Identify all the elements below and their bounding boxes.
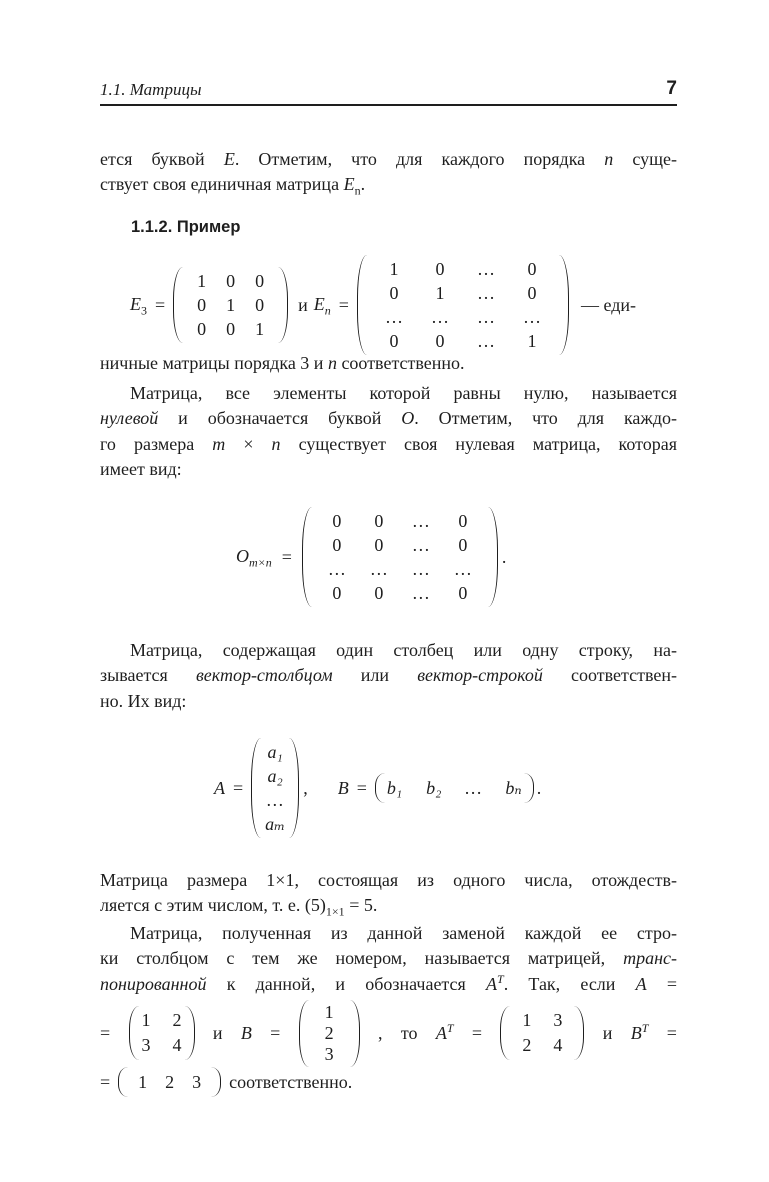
emphasized-term: вектор-столбцом — [195, 665, 333, 686]
equation-B-transpose — [100, 1068, 352, 1096]
symbol-E: E — [313, 293, 325, 314]
matrix-entry: 0 — [435, 258, 445, 279]
text-run: но. Их вид: — [100, 690, 187, 711]
matrix-entry: … — [411, 534, 430, 555]
running-header — [100, 78, 677, 106]
math-symbol: E — [343, 174, 355, 195]
matrix-entry: … — [384, 306, 403, 327]
matrix-entry: 0 — [435, 330, 445, 351]
text-line — [100, 893, 677, 918]
matrix-entry: 0 — [458, 582, 468, 603]
paragraph-1x1 — [100, 868, 677, 919]
math-symbol: E — [223, 149, 235, 169]
matrix-entry: 0 — [458, 534, 468, 555]
matrix-entry: bₙ — [505, 777, 522, 798]
matrix-entry: 2 — [172, 1010, 182, 1030]
symbol-O-mxn — [236, 546, 272, 569]
text-run: Матрица, содержащая один столбец или одну строку, на- — [130, 640, 677, 660]
text-run: соответствен- — [542, 665, 677, 686]
matrix-entry: 0 — [332, 582, 342, 603]
paragraph-identity-end — [100, 351, 677, 376]
superscript-T: T — [446, 1020, 454, 1035]
matrix-entry: 0 — [374, 582, 384, 603]
text-run: соответственно. — [336, 353, 465, 373]
text-run: ки столбцом с тем же номером, называется матрицей, — [100, 948, 624, 969]
subscript: 1×1 — [325, 904, 345, 919]
emphasized-term: понированной — [100, 973, 207, 994]
matrix-entry: … — [411, 582, 430, 603]
equals-sign: = — [356, 777, 367, 798]
superscript: T — [497, 971, 504, 986]
matrix-entry: 0 — [332, 510, 342, 531]
matrix-entry: 1 — [389, 258, 399, 279]
matrix-entry: … — [369, 558, 388, 579]
section-title: 1.1. Матрицы — [100, 80, 202, 99]
text-run: Матрица размера 1×1, состоящая из одного числа, отождеств- — [100, 870, 677, 890]
matrix-entry: 3 — [324, 1043, 334, 1064]
matrix-entry: aₘ — [265, 813, 286, 834]
matrix-entry: 0 — [255, 294, 265, 315]
right-parenthesis — [211, 1067, 221, 1097]
equals-sign: = — [270, 1022, 281, 1043]
matrix-entry: 1 — [435, 282, 445, 303]
text-line — [100, 946, 677, 971]
math-symbol: n — [327, 353, 337, 373]
matrix-entry: 0 — [332, 534, 342, 555]
matrix-En — [357, 255, 569, 355]
right-parenthesis — [289, 738, 299, 838]
math-symbol: n — [271, 433, 281, 454]
matrix-entry: 3 — [141, 1035, 151, 1055]
text-line — [100, 972, 677, 997]
subscript: n — [324, 303, 331, 318]
symbol-B: B — [337, 777, 349, 798]
matrix-entry: … — [476, 330, 495, 351]
text-line — [100, 381, 677, 406]
text-run: . Отметим, что для каждо- — [414, 408, 677, 429]
left-parenthesis — [302, 507, 312, 607]
math-symbol: A — [486, 973, 497, 994]
matrix-cells — [309, 1000, 350, 1067]
matrix-entry: 0 — [374, 534, 384, 555]
matrix-entry: 1 — [324, 1001, 334, 1022]
math-symbol: O — [401, 408, 415, 429]
right-parenthesis — [278, 267, 288, 343]
right-parenthesis — [488, 507, 498, 607]
equals-sign: = — [666, 1022, 677, 1043]
left-parenthesis — [173, 267, 183, 343]
matrix-entry: 0 — [458, 510, 468, 531]
text-line — [100, 432, 677, 457]
symbol-A: A — [435, 1022, 447, 1043]
left-parenthesis — [129, 1006, 139, 1060]
equals-sign: = — [281, 546, 292, 567]
equals-sign: = — [233, 777, 244, 798]
text-line — [100, 868, 677, 893]
equation-zero-matrix — [236, 504, 506, 610]
equals-sign: = — [338, 294, 349, 315]
matrix-cells — [128, 1067, 211, 1097]
right-parenthesis — [524, 773, 534, 803]
matrix-entry: 1 — [226, 294, 236, 315]
matrix-entry: … — [476, 258, 495, 279]
matrix-entry: 0 — [527, 258, 537, 279]
text-line — [100, 663, 677, 688]
text-tail: соответственно. — [229, 1071, 353, 1092]
text-line — [100, 406, 677, 431]
text-line — [100, 147, 677, 172]
text-run: × — [225, 433, 272, 454]
emphasized-term: транс- — [623, 948, 677, 969]
text-run: ствует своя единичная матрица — [100, 174, 344, 195]
left-parenthesis — [500, 1006, 510, 1060]
matrix-entry: 0 — [255, 270, 265, 291]
matrix-cells — [367, 255, 559, 355]
matrix-entry: 2 — [522, 1035, 532, 1055]
text-run: . Так, если — [503, 973, 636, 994]
symbol-O: O — [236, 545, 249, 566]
text-run: ляется с этим числом, т. е. (5) — [100, 895, 326, 916]
left-parenthesis — [299, 1000, 309, 1067]
conjunction: то — [400, 1022, 418, 1043]
matrix-entry: … — [267, 789, 284, 810]
matrix-entry: a₁ — [267, 741, 283, 762]
text-run: = 5. — [344, 895, 378, 916]
text-line — [100, 172, 677, 197]
equation-transpose-example — [100, 1002, 677, 1064]
comma: , — [378, 1022, 383, 1043]
text-run: го размера — [100, 433, 213, 454]
left-parenthesis — [118, 1067, 128, 1097]
text-run: Матрица, полученная из данной заменой каждой ее стро- — [130, 923, 677, 943]
matrix-entry: 0 — [389, 282, 399, 303]
equation-identity-matrices — [130, 252, 677, 358]
right-parenthesis — [185, 1006, 195, 1060]
symbol-A-transpose — [436, 1022, 454, 1045]
comma: , — [303, 777, 308, 798]
paragraph-vectors — [100, 638, 677, 714]
matrix-entry: b₁ — [386, 777, 403, 798]
symbol-B-transpose — [631, 1022, 649, 1045]
text-run: . Отметим, что для каждого порядка — [234, 149, 605, 169]
conjunction: и — [602, 1022, 613, 1043]
emphasized-term: вектор-строкой — [417, 665, 543, 686]
math-symbol: A — [635, 973, 647, 994]
equation-vectors — [214, 738, 541, 838]
emphasized-term: нулевой — [100, 408, 159, 429]
matrix-entry: 0 — [374, 510, 384, 531]
matrix-cells — [510, 1006, 574, 1060]
text-run: или — [332, 665, 418, 686]
text-tail: — еди- — [580, 294, 636, 315]
matrix-entry: 2 — [165, 1071, 175, 1092]
row-vector-B — [375, 773, 534, 803]
conjunction: и — [298, 294, 308, 315]
subsection-heading: 1.1.2. Пример — [131, 218, 241, 236]
text-run: ничные матрицы порядка 3 и — [100, 353, 328, 373]
matrix-cells — [385, 773, 524, 803]
matrix-entry: 4 — [553, 1035, 563, 1055]
page-number: 7 — [666, 78, 677, 99]
symbol-E: E — [130, 293, 141, 314]
matrix-cells — [139, 1006, 185, 1060]
column-vector-A — [251, 738, 299, 838]
matrix-E3 — [173, 267, 288, 343]
matrix-O — [302, 507, 498, 607]
equals-sign: = — [100, 1071, 111, 1092]
period: . — [536, 777, 542, 798]
left-parenthesis — [251, 738, 261, 838]
matrix-entry: … — [476, 282, 495, 303]
matrix-cells — [312, 507, 488, 607]
text-run: ется буквой — [100, 149, 224, 169]
matrix-entry: … — [465, 777, 482, 798]
matrix-entry: 1 — [138, 1071, 148, 1092]
text-run: к данной, и обозначается — [206, 973, 486, 994]
symbol-B: B — [630, 1022, 642, 1043]
period: . — [501, 546, 507, 567]
right-parenthesis — [574, 1006, 584, 1060]
matrix-entry: 3 — [192, 1071, 202, 1092]
text-run: суще- — [613, 149, 677, 169]
matrix-entry: 4 — [172, 1035, 182, 1055]
matrix-B-transpose — [118, 1067, 221, 1097]
symbol-En — [314, 294, 331, 317]
text-run: имеет вид: — [100, 458, 182, 479]
paragraph-identity-intro — [100, 147, 677, 198]
matrix-entry: 0 — [226, 318, 236, 339]
right-parenthesis — [559, 255, 569, 355]
matrix-entry: … — [430, 306, 449, 327]
matrix-cells — [183, 267, 278, 343]
matrix-entry: 1 — [522, 1010, 532, 1030]
left-parenthesis — [357, 255, 367, 355]
text-run: и обозначается буквой — [158, 408, 402, 429]
text-line — [100, 921, 677, 946]
paragraph-zero-matrix — [100, 381, 677, 482]
matrix-entry: 1 — [197, 270, 207, 291]
matrix-entry: 1 — [255, 318, 265, 339]
text-run: Матрица, все элементы которой равны нулю, называется — [130, 383, 677, 403]
subscript: m×n — [249, 555, 272, 570]
matrix-cells — [261, 738, 289, 838]
matrix-entry: 0 — [226, 270, 236, 291]
matrix-entry: b₂ — [426, 777, 442, 798]
matrix-entry: 2 — [324, 1022, 334, 1043]
text-run: . — [360, 174, 366, 195]
symbol-E3 — [130, 294, 147, 317]
matrix-entry: … — [476, 306, 495, 327]
symbol-B: B — [240, 1022, 252, 1043]
matrix-entry: 0 — [527, 282, 537, 303]
text-line — [100, 638, 677, 663]
equals-sign: = — [100, 1022, 111, 1043]
matrix-entry: … — [327, 558, 346, 579]
text-run: = — [646, 973, 677, 994]
matrix-entry: a₂ — [267, 765, 283, 786]
math-symbol: m — [212, 433, 226, 454]
matrix-B-example — [299, 1000, 360, 1067]
matrix-entry: 1 — [141, 1010, 151, 1030]
superscript-T: T — [641, 1020, 649, 1035]
left-parenthesis — [375, 773, 385, 803]
right-parenthesis — [350, 1000, 360, 1067]
paragraph-transpose — [100, 921, 677, 997]
math-symbol: n — [604, 149, 614, 169]
text-line — [100, 689, 677, 714]
matrix-A-example — [129, 1006, 195, 1060]
conjunction: и — [212, 1022, 223, 1043]
matrix-entry: … — [522, 306, 541, 327]
matrix-entry: 0 — [389, 330, 399, 351]
text-line — [100, 351, 677, 376]
subscript: 3 — [141, 303, 147, 318]
text-run: существует своя нулевая матрица, которая — [280, 433, 677, 454]
matrix-entry: … — [453, 558, 472, 579]
matrix-entry: 1 — [527, 330, 537, 351]
matrix-entry: 0 — [197, 318, 207, 339]
matrix-entry: … — [411, 558, 430, 579]
equals-sign: = — [471, 1022, 483, 1043]
text-line — [100, 457, 677, 482]
text-run: зывается — [100, 665, 196, 686]
matrix-entry: 3 — [553, 1010, 563, 1030]
matrix-A-transpose — [500, 1006, 584, 1060]
symbol-A: A — [214, 777, 225, 798]
equals-sign: = — [155, 294, 166, 315]
matrix-entry: … — [411, 510, 430, 531]
matrix-entry: 0 — [197, 294, 207, 315]
subscript: n — [354, 183, 361, 198]
